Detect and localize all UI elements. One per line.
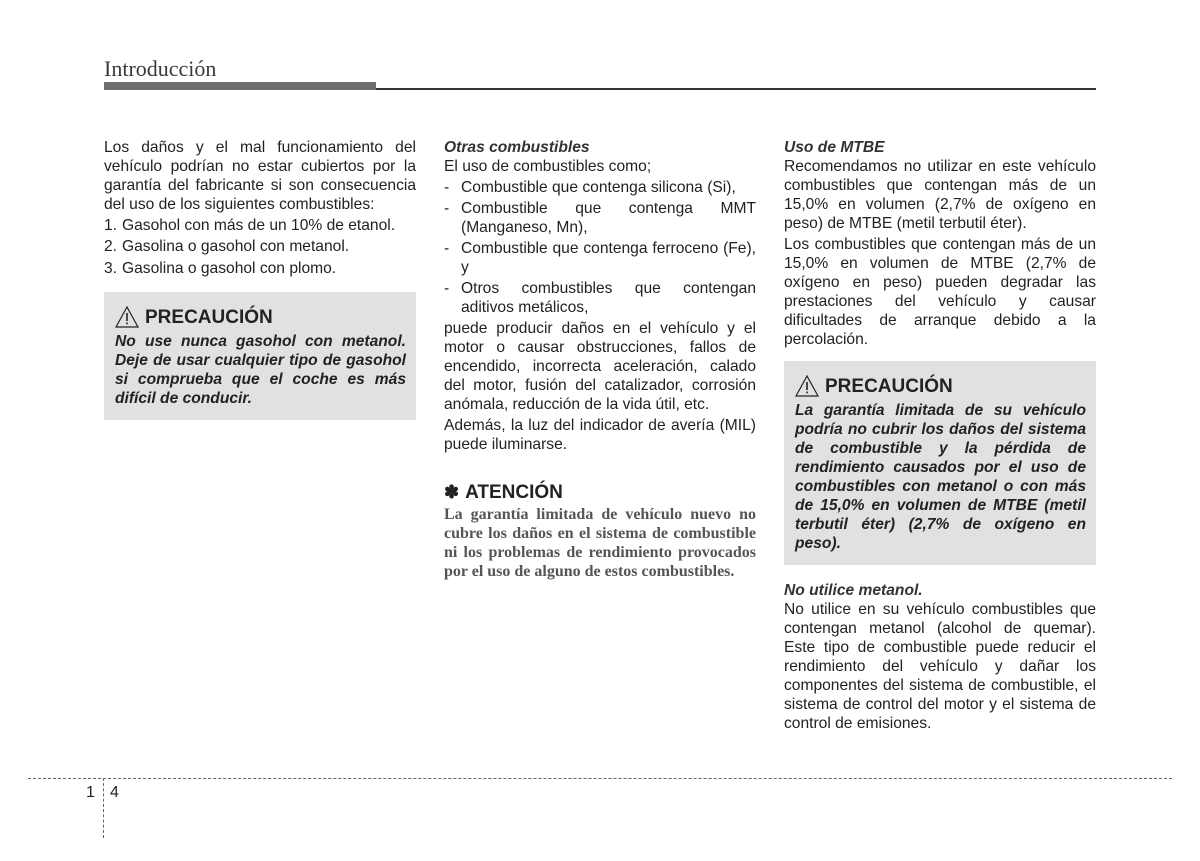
footer-dashed-rule <box>28 778 1172 779</box>
list-text: Combustible que contenga MMT (Manganeso, Mn), <box>461 200 756 236</box>
list-dash: - <box>444 240 450 257</box>
atencion-title: ATENCIÓN <box>465 482 563 503</box>
column-1 <box>104 138 416 420</box>
column-2 <box>444 138 756 581</box>
atencion-block <box>444 483 756 581</box>
list-text: Combustible que contenga silicona (Si), <box>461 179 736 196</box>
caution-heading <box>115 304 406 330</box>
asterisk-icon: ✽ <box>444 482 460 502</box>
atencion-text: La garantía limitada de vehículo nuevo no cubre los daños en el sistema de combustible ni los problemas de rendimiento provocados por el uso de alguno de estos combustibles. <box>444 506 756 580</box>
page-header-title: Introducción <box>104 56 217 81</box>
caution-box <box>104 292 416 420</box>
caution-text: La garantía limitada de su vehículo podría no cubrir los daños del sistema de combustible y la pérdida de rendimiento causados por el uso de combustibles con metanol o con más de 15,0% en volumen de MTBE (metil terbutil éter) (2,7% de oxígeno en peso). <box>795 402 1086 552</box>
list-item <box>104 237 416 256</box>
list-dash: - <box>444 280 450 297</box>
section-subheading: Otras combustibles <box>444 139 590 156</box>
methanol-paragraph: No utilice en su vehículo combustibles que contengan metanol (alcohol de quemar). Este tipo de combustible puede reducir el rendimiento del vehículo y dañar los componentes del sistema de combustible, el sistema de control del motor y el sistema de control de emisiones. <box>784 601 1096 732</box>
list-text: Gasolina o gasohol con metanol. <box>122 238 350 255</box>
list-item <box>444 178 756 197</box>
caution-title: PRECAUCIÓN <box>825 375 953 397</box>
header-thick-rule <box>104 82 376 90</box>
list-text: Gasolina o gasohol con plomo. <box>122 260 337 277</box>
list-text: Combustible que contenga ferroceno (Fe), y <box>461 240 756 276</box>
mtbe-paragraph: Recomendamos no utilizar en este vehículo combustibles que contengan más de un 15,0% en volumen (2,7% de oxígeno en peso) de MTBE (metil terbutil éter). <box>784 158 1096 232</box>
list-text: Gasohol con más de un 10% de etanol. <box>122 217 396 234</box>
lead-line: El uso de combustibles como; <box>444 158 652 175</box>
warning-triangle-icon <box>115 306 139 328</box>
fuel-damage-list <box>104 216 416 278</box>
mil-paragraph: Además, la luz del indicador de avería (MIL) puede iluminarse. <box>444 417 756 453</box>
list-dash: - <box>444 179 450 196</box>
list-text: Otros combustibles que contengan aditivos metálicos, <box>461 280 756 316</box>
list-item <box>104 216 416 235</box>
footer-dashed-divider <box>103 778 104 838</box>
atencion-heading <box>444 483 756 502</box>
consequences-paragraph: puede producir daños en el vehículo y el motor o causar obstrucciones, fallos de encendido, incorrecta aceleración, calado del motor, fusión del catalizador, corrosión anómala, reducción de la vida útil, etc. <box>444 320 756 413</box>
list-item <box>444 199 756 237</box>
list-item <box>104 259 416 278</box>
caution-heading <box>795 373 1086 399</box>
header-thin-rule <box>376 88 1096 90</box>
caution-box <box>784 361 1096 565</box>
caution-text: No use nunca gasohol con metanol. Deje de usar cualquier tipo de gasohol si comprueba que el coche es más difícil de conducir. <box>115 333 406 407</box>
list-dash: - <box>444 200 450 217</box>
list-number: 3. <box>104 260 118 277</box>
section-subheading: No utilice metanol. <box>784 582 923 599</box>
column-3 <box>784 138 1096 733</box>
list-number: 2. <box>104 238 118 255</box>
warning-triangle-icon <box>795 375 819 397</box>
section-subheading: Uso de MTBE <box>784 139 885 156</box>
list-item <box>444 239 756 277</box>
intro-paragraph: Los daños y el mal funcionamiento del vehículo podrían no estar cubiertos por la garantía del fabricante si son consecuencia del uso de los siguientes combustibles: <box>104 139 416 213</box>
list-item <box>444 279 756 317</box>
list-number: 1. <box>104 217 118 234</box>
mtbe-paragraph-2: Los combustibles que contengan más de un 15,0% en volumen de MTBE (2,7% de oxígeno en peso) pueden degradar las prestaciones del vehículo y causar dificultades de arranque debido a la percolación. <box>784 236 1096 348</box>
page-number: 4 <box>110 784 119 801</box>
caution-title: PRECAUCIÓN <box>145 306 273 328</box>
section-number: 1 <box>86 784 95 801</box>
fuel-types-list <box>444 178 756 317</box>
